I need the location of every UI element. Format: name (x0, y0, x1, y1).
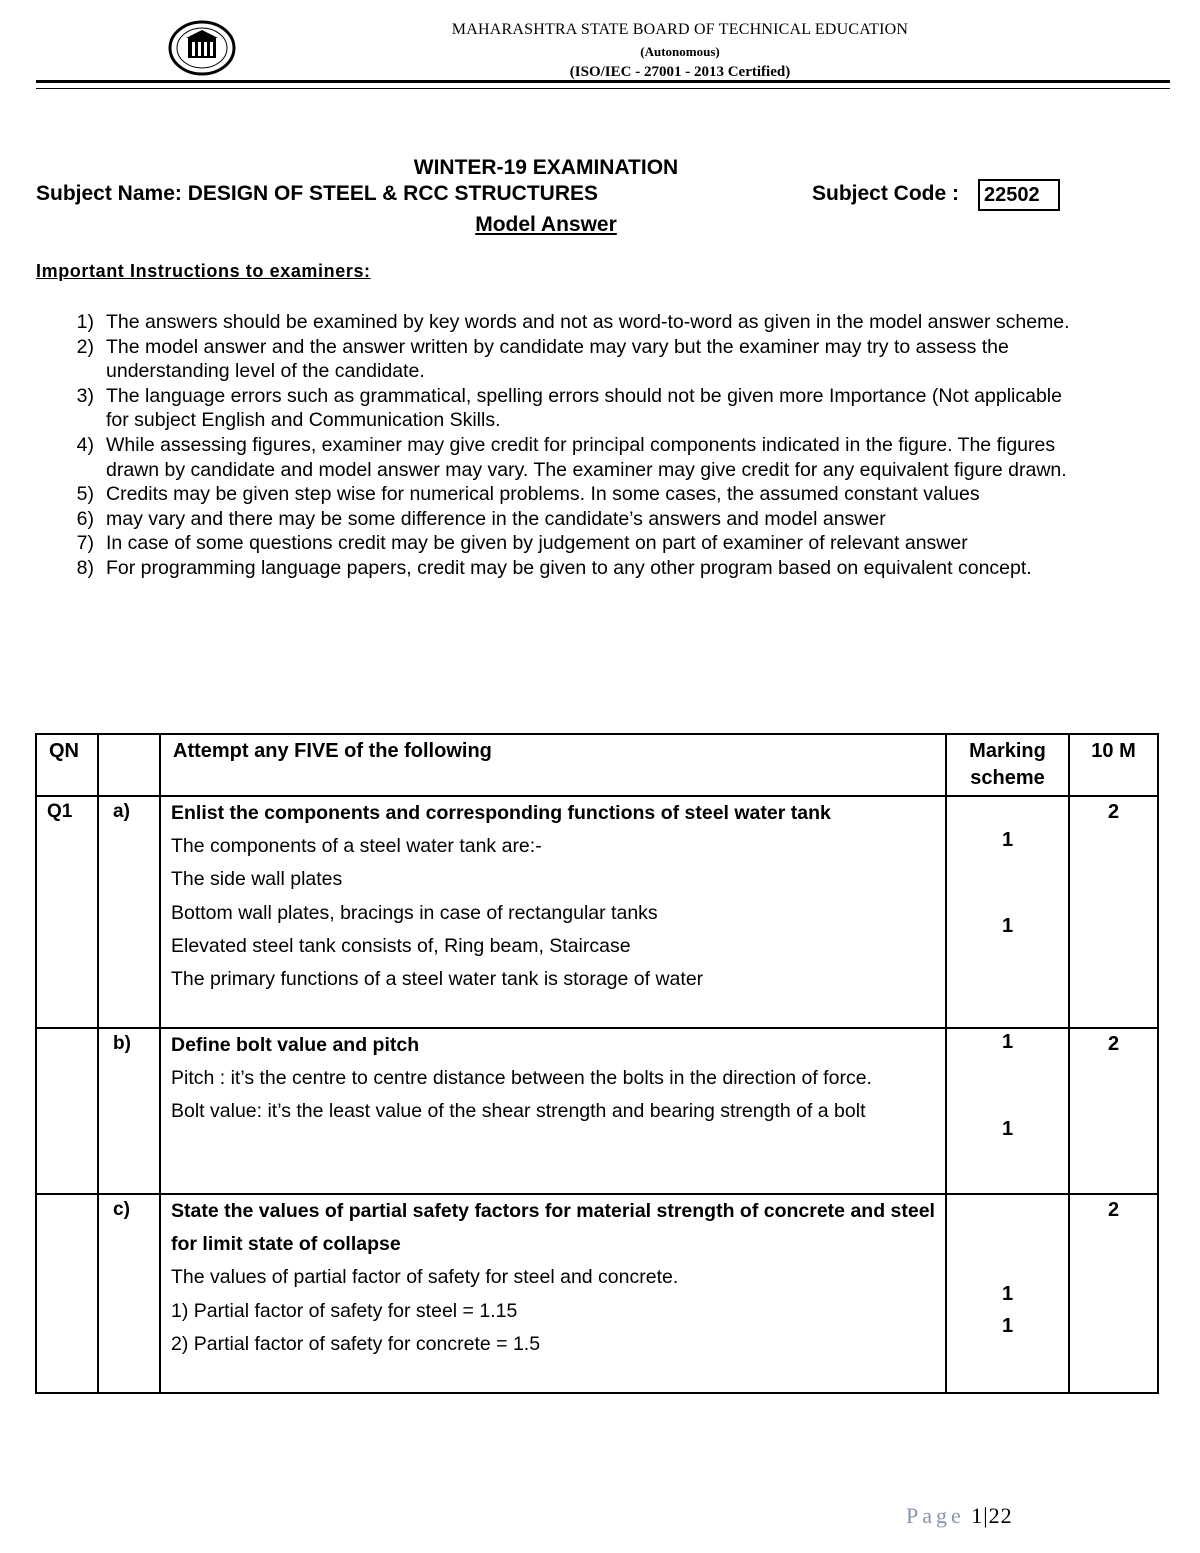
answer-line: Bolt value: it’s the least value of the shear strength and bearing strength of a bolt (171, 1100, 866, 1123)
sub-question-label: c) (98, 1194, 160, 1393)
answer-line: Bottom wall plates, bracings in case of rectangular tanks (171, 901, 658, 924)
answer-line: Elevated steel tank consists of, Ring beam, Staircase (171, 934, 631, 957)
answer-line: The primary functions of a steel water tank is storage of water (171, 968, 704, 991)
instruction-item (66, 531, 1076, 556)
mark-value: 1 (1001, 915, 1014, 937)
marks-cell (946, 1028, 1069, 1194)
mark-value: 1 (1001, 1283, 1014, 1305)
instruction-number: 3) (76, 384, 94, 407)
msbte-logo (168, 20, 236, 76)
total-marks: 2 (1069, 1194, 1158, 1393)
instruction-item (66, 384, 1076, 433)
instruction-number: 6) (76, 507, 94, 530)
instruction-text: For programming language papers, credit may be given to any other program based on equivalent concept. (106, 556, 1032, 579)
answer-table (35, 733, 1159, 1394)
instruction-text: The model answer and the answer written by candidate may vary but the examiner may try to assess the understanding level of the candidate. (106, 335, 1009, 383)
instruction-item (66, 433, 1076, 482)
header-total: 10 M (1069, 734, 1158, 796)
total-marks: 2 (1069, 1028, 1158, 1194)
autonomous-label: (Autonomous) (640, 44, 720, 59)
instruction-number: 7) (76, 532, 94, 555)
instruction-number: 2) (76, 335, 94, 358)
answer-line: The components of a steel water tank are:- (171, 835, 542, 858)
subject-code: 22502 (978, 179, 1060, 211)
instruction-text: may vary and there may be some difference in the candidate’s answers and model answer (106, 507, 886, 530)
page-footer (906, 1503, 1013, 1529)
answer-line: 2) Partial factor of safety for concrete = 1.5 (171, 1332, 541, 1355)
table-row (36, 1028, 1158, 1194)
question-number-empty (36, 1028, 98, 1194)
answer-line: The values of partial factor of safety for steel and concrete. (171, 1266, 679, 1289)
question-number-empty (36, 1194, 98, 1393)
question-text: Enlist the components and corresponding functions of steel water tank (171, 802, 831, 824)
mark-value: 1 (1001, 829, 1014, 851)
total-pages: 22 (988, 1503, 1013, 1528)
header-rule (36, 80, 1170, 83)
mark-value: 1 (1001, 1031, 1014, 1053)
certification-label: (ISO/IEC - 27001 - 2013 Certified) (569, 64, 791, 80)
table-row (36, 1194, 1158, 1393)
sub-question-label: b) (98, 1028, 160, 1194)
total-marks: 2 (1069, 796, 1158, 1028)
answer-line: The side wall plates (171, 868, 343, 891)
sub-question-label: a) (98, 796, 160, 1028)
table-row (36, 796, 1158, 1028)
mark-value: 1 (1001, 1315, 1014, 1337)
model-answer-title: Model Answer (475, 213, 617, 236)
instruction-item (66, 310, 1076, 335)
page-word: Page (906, 1503, 965, 1528)
header-qn: QN (36, 734, 98, 796)
instruction-number: 4) (76, 433, 94, 456)
header-sub (98, 734, 160, 796)
answer-cell (160, 1028, 946, 1194)
instruction-item (66, 556, 1076, 581)
instruction-number: 5) (76, 483, 94, 506)
page-separator: | (983, 1503, 989, 1528)
instruction-number: 8) (76, 556, 94, 579)
exam-title: WINTER-19 EXAMINATION (413, 156, 679, 179)
board-name: MAHARASHTRA STATE BOARD OF TECHNICAL EDUCATION (451, 21, 909, 38)
header-title: Attempt any FIVE of the following (160, 734, 946, 796)
header-rule-thin (36, 88, 1170, 89)
instruction-number: 1) (76, 311, 94, 333)
table-header-row (36, 734, 1158, 796)
instruction-text: In case of some questions credit may be given by judgement on part of examiner of relevant answer (106, 532, 968, 555)
answer-cell (160, 796, 946, 1028)
answer-line: Pitch : it’s the centre to centre distance between the bolts in the direction of force. (171, 1067, 872, 1090)
question-number: Q1 (36, 796, 98, 1028)
instruction-item (66, 482, 1076, 507)
marks-cell (946, 796, 1069, 1028)
instruction-text: While assessing figures, examiner may give credit for principal components indicated in the figure. The figures drawn by candidate and model answer may vary. The examiner may give credit for any equivalent figure drawn. (106, 433, 1067, 481)
instruction-text: Credits may be given step wise for numerical problems. In some cases, the assumed constant values (106, 483, 980, 506)
subject-code-label: Subject Code : (812, 182, 960, 205)
question-text: Define bolt value and pitch (171, 1034, 420, 1056)
marks-cell (946, 1194, 1069, 1393)
answer-cell (160, 1194, 946, 1393)
instruction-item (66, 335, 1076, 384)
page-number: 1 (971, 1503, 984, 1528)
instructions-heading: Important Instructions to examiners: (36, 261, 371, 281)
instruction-text: The answers should be examined by key words and not as word-to-word as given in the model answer scheme. (106, 311, 1070, 333)
header-marking-scheme: Marking scheme (946, 734, 1069, 796)
instruction-item (66, 507, 1076, 532)
question-text: State the values of partial safety factors for material strength of concrete and steel for limit state of collapse (171, 1200, 935, 1256)
mark-value: 1 (1001, 1118, 1014, 1140)
subject-name: Subject Name: DESIGN OF STEEL & RCC STRUCTURES (36, 182, 599, 205)
instructions-list (66, 310, 1076, 581)
instruction-text: The language errors such as grammatical, spelling errors should not be given more Importance (Not applicable for subject English and Communication Skills. (106, 384, 1062, 432)
answer-line: 1) Partial factor of safety for steel = 1.15 (171, 1299, 518, 1322)
